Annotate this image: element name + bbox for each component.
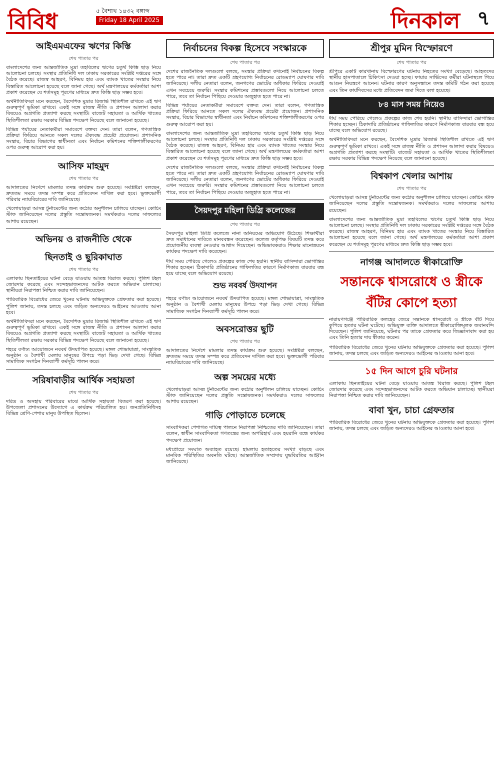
article-text: অর্থনীতিবিদরা মনে করছেন, বৈদেশিক মুদ্রার রিজার্ভ স্থিতিশীল রাখতে এই ঋণ গুরুত্বপূর্ণ ভূমিকা রাখবে। একই সঙ্গে রাজস্ব নীতি ও প্রশাসন আলাদা করার বিষয়েও অগ্রগতি প্রত্যাশা করছে সংস্থাটি। বাজেট সহায়তা ও আর্থিক খাতের স্থিতিশীলতা রক্ষায় সরকার বিভিন্ন পদক্ষেপ নিয়েছে বলে জানানো হয়েছে। xyxy=(6,319,161,344)
continued-label: শেষ পাতার পর xyxy=(68,175,99,182)
continued-label: শেষ পাতার পর xyxy=(230,60,260,66)
article-text: অর্থনীতিবিদরা মনে করছেন, বৈদেশিক মুদ্রার রিজার্ভ স্থিতিশীল রাখতে এই ঋণ গুরুত্বপূর্ণ ভূমিকা রাখবে। একই সঙ্গে রাজস্ব নীতি ও প্রশাসন আলাদা করার বিষয়েও অগ্রগতি প্রত্যাশা করছে সংস্থাটি। বাজেট সহায়তা ও আর্থিক খাতের স্থিতিশীলতা রক্ষায় সরকার বিভিন্ন পদক্ষেপ নিয়েছে বলে জানানো হয়েছে। xyxy=(6,99,161,124)
continued-label: শেষ পাতার পর xyxy=(68,266,99,273)
article-text: শহরে বর্ণাঢ্য আয়োজনে নববর্ষ উদযাপিত হয়েছে। মঙ্গল শোভাযাত্রা, সাংস্কৃতিক অনুষ্ঠান ও বৈশাখী মেলায় মানুষের উপচে পড়া ভিড় দেখা গেছে। বিভিন্ন সামাজিক সংগঠন দিনব্যাপী কর্মসূচি পালন করে। xyxy=(6,346,161,366)
headline: ১৫ দিন আগে চুরি ঘটনার xyxy=(365,367,458,378)
headline: নির্বাচনের বিকল্প হিসেবে সংস্কারকে xyxy=(166,39,324,58)
article-text: খেলোয়াড়রা আসন্ন টুর্নামেন্টের জন্য কঠোর অনুশীলন চালিয়ে যাচ্ছেন। কোচিং স্টাফ জানিয়েছেন দলের প্রস্তুতি সন্তোষজনক। সমর্থকরাও দলের সাফল্যের আশায় রয়েছেন। xyxy=(166,386,324,405)
headline: অল্প সময়ের মধ্যে xyxy=(214,372,276,383)
paper-logo: দিনকাল xyxy=(390,8,460,34)
article-text: এলাকায় ছিনতাইয়ের ঘটনা বেড়ে যাওয়ায় আতঙ্ক বিরাজ করছে। পুলিশ টহল জোরদার করেছে এবং সন্দেহভাজনদের আটক করতে অভিযান চালাচ্ছে। স্থানীয়রা নিরাপত্তা নিশ্চিত করার দাবি জানিয়েছেন। xyxy=(329,381,494,400)
article-text: নারায়ণগঞ্জে পারিবারিক কলহের জেরে সন্তানকে শ্বাসরোধে ও স্ত্রীকে বঁটি দিয়ে কুপিয়ে হত্যার ঘটনা ঘটেছে। অভিযুক্ত ব্যক্তি আদালতে স্বীকারোক্তিমূলক জবানবন্দি দিয়েছেন। পুলিশ জানিয়েছে, ঘটনার পর তাকে গ্রেফতার করে জিজ্ঞাসাবাদ করা হয় এবং তিনি হত্যার দায় স্বীকার করেন। xyxy=(329,316,494,342)
article-text: শহরে বর্ণাঢ্য আয়োজনে নববর্ষ উদযাপিত হয়েছে। মঙ্গল শোভাযাত্রা, সাংস্কৃতিক অনুষ্ঠান ও বৈশাখী মেলায় মানুষের উপচে পড়া ভিড় দেখা গেছে। বিভিন্ন সামাজিক সংগঠন দিনব্যাপী কর্মসূচি পালন করে। xyxy=(166,296,324,315)
continued-label: শেষ পাতার পর xyxy=(68,56,99,62)
headline-kicker: নাগঞ্জ আদালতে স্বীকারোক্তি xyxy=(360,257,463,268)
article-text: দরিদ্র ও অসহায় পরিবারের মাঝে আর্থিক সহায়তা বিতরণ করা হয়েছে। উপজেলা প্রশাসনের উদ্যোগে এ কার্যক্রম পরিচালিত হয়। জনপ্রতিনিধিসহ বিভিন্ন শ্রেণি-পেশার মানুষ উপস্থিত ছিলেন। xyxy=(6,398,161,417)
headline: আইএমএফের ঋণের কিস্তি xyxy=(36,42,131,52)
column-middle xyxy=(166,36,324,771)
divider xyxy=(166,318,324,319)
continued-label: শেষ পাতার পর xyxy=(230,221,260,228)
article-text: বিভিন্ন পর্যায়ের নেতাকর্মীরা সমাবেশে বক্তব্য দেন। তারা বলেন, গণতান্ত্রিক প্রক্রিয়া ফিরিয়ে আনতে সকল দলের ঐক্যবদ্ধ প্রচেষ্টা প্রয়োজন। প্রশাসনিক সংস্কার, বিচার বিভাগের স্বাধীনতা এবং নির্বাচন কমিশনের শক্তিশালীকরণের ওপর গুরুত্ব আরোপ করা হয়। xyxy=(166,103,324,128)
headline: ছিনতাই ও ছুরিকাঘাত xyxy=(44,252,123,263)
date-block xyxy=(96,7,163,25)
article-text: অর্থনীতিবিদরা মনে করছেন, বৈদেশিক মুদ্রার রিজার্ভ স্থিতিশীল রাখতে এই ঋণ গুরুত্বপূর্ণ ভূমিকা রাখবে। একই সঙ্গে রাজস্ব নীতি ও প্রশাসন আলাদা করার বিষয়েও অগ্রগতি প্রত্যাশা করছে সংস্থাটি। বাজেট সহায়তা ও আর্থিক খাতের স্থিতিশীলতা রক্ষায় সরকার বিভিন্ন পদক্ষেপ নিয়েছে বলে জানানো হয়েছে। xyxy=(329,137,494,163)
headline: বাবা খুন, চাচা গ্রেফতার xyxy=(368,405,455,416)
lead-headline: সন্তানকে শ্বাসরোধে ও স্ত্রীকে বঁটির কোপে হত্যা xyxy=(340,274,483,311)
divider xyxy=(329,360,494,361)
article-text: দেশের রাজনৈতিক দলগুলো বলছে, সংস্কার প্রক্রিয়া কখনোই নির্বাচনের বিকল্প হতে পারে না। তারা দ্রুত একটি গ্রহণযোগ্য নির্বাচনের রোডম্যাপ ঘোষণার দাবি জানিয়েছে। দলীয় নেতারা বলেন, জনগণের ভোটের অধিকার ফিরিয়ে দেওয়াই এখন সবচেয়ে জরুরি। সংস্কার কমিশনের প্রস্তাবগুলো নিয়ে আলোচনা চলতে পারে, তবে তা নির্বাচন পিছিয়ে দেওয়ার অজুহাত হতে পারে না। xyxy=(166,69,324,100)
headline: ৮৪ মাস সময় নিয়েও xyxy=(329,97,494,114)
headline: অবসরোত্তর ছুটি xyxy=(216,324,274,335)
article-text: মধ্যপ্রাচ্যে সংঘাত অব্যাহত রয়েছে। হামলায় হতাহতের সংখ্যা বাড়ছে এবং মানবিক পরিস্থিতির অবনতি ঘটছে। আন্তর্জাতিক সম্প্রদায় যুদ্ধবিরতির আহ্বান জানিয়েছে। xyxy=(166,446,324,466)
column-left xyxy=(6,36,161,771)
headline: গাড়ি পোড়াতে চলেছে xyxy=(205,411,285,422)
headline: সৈয়দপুর মহিলা ডিগ্রি কলেজের xyxy=(166,203,324,220)
page-number: ৭ xyxy=(476,6,490,30)
article-text: এলাকায় ছিনতাইয়ের ঘটনা বেড়ে যাওয়ায় আতঙ্ক বিরাজ করছে। পুলিশ টহল জোরদার করেছে এবং সন্দেহভাজনদের আটক করতে অভিযান চালাচ্ছে। স্থানীয়রা নিরাপত্তা নিশ্চিত করার দাবি জানিয়েছেন। xyxy=(6,275,161,295)
headline: অভিনয় ও রাজনীতি থেকে xyxy=(35,234,132,245)
divider xyxy=(329,251,494,252)
continued-label: শেষ পাতার পর xyxy=(396,186,427,193)
divider xyxy=(6,155,161,156)
divider xyxy=(6,228,161,229)
divider xyxy=(166,199,324,200)
columns xyxy=(6,36,494,771)
continued-label: শেষ পাতার পর xyxy=(68,389,99,396)
date-bangla: ৫ বৈশাখ ১৪৩২ বঙ্গাব্দ xyxy=(96,8,150,15)
article-text: বাংলাদেশের জন্য আন্তর্জাতিক মুদ্রা তহবিলের ঋণের চতুর্থ কিস্তি ছাড় নিয়ে আলোচনা চলছে। সংস্থার প্রতিনিধি দল ঢাকায় সরকারের সংশ্লিষ্ট দপ্তরের সঙ্গে বৈঠক করেছে। রাজস্ব আহরণ, বিনিময় হার এবং ব্যাংক খাতের সংস্কার নিয়ে বিস্তারিত আলোচনা হয়েছে বলে জানা গেছে। অর্থ মন্ত্রণালয়ের কর্মকর্তারা আশা প্রকাশ করেছেন যে শর্তসমূহ পূরণের মাধ্যমে দ্রুত কিস্তি ছাড় সম্ভব হবে। xyxy=(6,65,161,96)
continued-label: শেষ পাতার পর xyxy=(230,338,260,345)
headline: সরিষাবাড়ীর আর্থিক সহায়তা xyxy=(32,375,135,386)
divider xyxy=(6,369,161,370)
article-text: দীর্ঘ সময় পেরিয়ে গেলেও প্রকল্পের কাজ শেষ হয়নি। স্থানীয় বাসিন্দারা ভোগান্তির শিকার হচ্ছেন। ঠিকাদারি প্রতিষ্ঠানের গাফিলতির কারণে নির্মাণকাজ বারবার বন্ধ হয়ে যাচ্ছে বলে অভিযোগ রয়েছে। xyxy=(329,115,494,135)
article-text: সাংবাদিকরা পেশাগত দায়িত্ব পালনে নিরাপত্তা নিশ্চিতের দাবি জানিয়েছেন। তারা বলেন, স্বাধীন সাংবাদিকতা গণতন্ত্রের জন্য অপরিহার্য এবং হয়রানি বন্ধে কার্যকর পদক্ষেপ প্রয়োজন। xyxy=(166,425,324,444)
headline: বিশ্বকাপ খেলার আশায় xyxy=(370,172,453,183)
article-text: দেশের রাজনৈতিক দলগুলো বলছে, সংস্কার প্রক্রিয়া কখনোই নির্বাচনের বিকল্প হতে পারে না। তারা দ্রুত একটি গ্রহণযোগ্য নির্বাচনের রোডম্যাপ ঘোষণার দাবি জানিয়েছে। দলীয় নেতারা বলেন, জনগণের ভোটের অধিকার ফিরিয়ে দেওয়াই এখন সবচেয়ে জরুরি। সংস্কার কমিশনের প্রস্তাবগুলো নিয়ে আলোচনা চলতে পারে, তবে তা নির্বাচন পিছিয়ে দেওয়ার অজুহাত হতে পারে না। xyxy=(166,164,324,196)
article-text: পারিবারিক বিরোধের জেরে খুনের ঘটনায় অভিযুক্তকে গ্রেফতার করা হয়েছে। পুলিশ জানায়, তদন্ত চলছে এবং জড়িত অন্যদেরও আইনের আওতায় আনা হবে। xyxy=(6,297,161,316)
article-text: সৈয়দপুর মহিলা ডিগ্রি কলেজে নানা অনিয়মের অভিযোগ উঠেছে। শিক্ষার্থীরা দ্রুত সমাধানের দাবিতে মানববন্ধন করেছেন। কলেজ কর্তৃপক্ষ বিষয়টি তদন্ত করে প্রয়োজনীয় ব্যবস্থা নেওয়ার আশ্বাস দিয়েছেন। অভিভাবকরাও শিক্ষার মানোন্নয়নে কার্যকর পদক্ষেপ দাবি করেছেন। xyxy=(166,230,324,256)
article-text: বাংলাদেশের জন্য আন্তর্জাতিক মুদ্রা তহবিলের ঋণের চতুর্থ কিস্তি ছাড় নিয়ে আলোচনা চলছে। সংস্থার প্রতিনিধি দল ঢাকায় সরকারের সংশ্লিষ্ট দপ্তরের সঙ্গে বৈঠক করেছে। রাজস্ব আহরণ, বিনিময় হার এবং ব্যাংক খাতের সংস্কার নিয়ে বিস্তারিত আলোচনা হয়েছে বলে জানা গেছে। অর্থ মন্ত্রণালয়ের কর্মকর্তারা আশা প্রকাশ করেছেন যে শর্তসমূহ পূরণের মাধ্যমে দ্রুত কিস্তি ছাড় সম্ভব হবে। xyxy=(329,216,494,248)
article-text: পারিবারিক বিরোধের জেরে খুনের ঘটনায় অভিযুক্তকে গ্রেফতার করা হয়েছে। পুলিশ জানায়, তদন্ত চলছে এবং জড়িত অন্যদেরও আইনের আওতায় আনা হবে। xyxy=(329,419,494,432)
article-text: শ্রীপুরে একটি কারখানায় বিস্ফোরণের ঘটনায় নিহতের সংখ্যা বেড়েছে। আহতদের স্থানীয় হাসপাতালে চিকিৎসা দেওয়া হচ্ছে। ফায়ার সার্ভিসের কর্মীরা ঘটনাস্থলে গিয়ে আগুন নিয়ন্ত্রণে আনেন। ঘটনার কারণ অনুসন্ধানে তদন্ত কমিটি গঠন করা হয়েছে এবং তিন কার্যদিবসের মধ্যে প্রতিবেদন জমা দিতে বলা হয়েছে। xyxy=(329,69,494,94)
date-english: Friday 18 April 2025 xyxy=(96,16,163,25)
article-text: খেলোয়াড়রা আসন্ন টুর্নামেন্টের জন্য কঠোর অনুশীলন চালিয়ে যাচ্ছেন। কোচিং স্টাফ জানিয়েছেন দলের প্রস্তুতি সন্তোষজনক। সমর্থকরাও দলের সাফল্যের আশায় রয়েছেন। xyxy=(6,206,161,225)
article-text: খেলোয়াড়রা আসন্ন টুর্নামেন্টের জন্য কঠোর অনুশীলন চালিয়ে যাচ্ছেন। কোচিং স্টাফ জানিয়েছেন দলের প্রস্তুতি সন্তোষজনক। সমর্থকরাও দলের সাফল্যের আশায় রয়েছেন। xyxy=(329,195,494,214)
article-text: আদালতের নির্দেশে মামলার তদন্ত কার্যক্রম শুরু হয়েছে। সংশ্লিষ্টরা বলছেন, দ্রুততম সময়ে তদন্ত সম্পন্ন করে প্রতিবেদন দাখিল করা হবে। ভুক্তভোগী পরিবার ন্যায়বিচারের দাবি জানিয়েছে। xyxy=(6,184,161,204)
headline: শুভ নববর্ষ উদযাপন xyxy=(212,280,278,291)
divider xyxy=(329,165,494,166)
continued-label: শেষ পাতার পর xyxy=(396,60,427,66)
masthead xyxy=(6,4,494,34)
article-text: দীর্ঘ সময় পেরিয়ে গেলেও প্রকল্পের কাজ শেষ হয়নি। স্থানীয় বাসিন্দারা ভোগান্তির শিকার হচ্ছেন। ঠিকাদারি প্রতিষ্ঠানের গাফিলতির কারণে নির্মাণকাজ বারবার বন্ধ হয়ে যাচ্ছে বলে অভিযোগ রয়েছে। xyxy=(166,258,324,278)
article-text: আদালতের নির্দেশে মামলার তদন্ত কার্যক্রম শুরু হয়েছে। সংশ্লিষ্টরা বলছেন, দ্রুততম সময়ে তদন্ত সম্পন্ন করে প্রতিবেদন দাখিল করা হবে। ভুক্তভোগী পরিবার ন্যায়বিচারের দাবি জানিয়েছে। xyxy=(166,347,324,367)
column-right xyxy=(329,36,494,771)
article-text: বাংলাদেশের জন্য আন্তর্জাতিক মুদ্রা তহবিলের ঋণের চতুর্থ কিস্তি ছাড় নিয়ে আলোচনা চলছে। সংস্থার প্রতিনিধি দল ঢাকায় সরকারের সংশ্লিষ্ট দপ্তরের সঙ্গে বৈঠক করেছে। রাজস্ব আহরণ, বিনিময় হার এবং ব্যাংক খাতের সংস্কার নিয়ে বিস্তারিত আলোচনা হয়েছে বলে জানা গেছে। অর্থ মন্ত্রণালয়ের কর্মকর্তারা আশা প্রকাশ করেছেন যে শর্তসমূহ পূরণের মাধ্যমে দ্রুত কিস্তি ছাড় সম্ভব হবে। xyxy=(166,130,324,162)
section-title: বিবিধ xyxy=(8,9,58,35)
article-text: পারিবারিক বিরোধের জেরে খুনের ঘটনায় অভিযুক্তকে গ্রেফতার করা হয়েছে। পুলিশ জানায়, তদন্ত চলছে এবং জড়িত অন্যদেরও আইনের আওতায় আনা হবে। xyxy=(329,344,494,357)
headline: শ্রীপুর মুমিন বিস্ফোরণে xyxy=(329,39,494,58)
article-text: বিভিন্ন পর্যায়ের নেতাকর্মীরা সমাবেশে বক্তব্য দেন। তারা বলেন, গণতান্ত্রিক প্রক্রিয়া ফিরিয়ে আনতে সকল দলের ঐক্যবদ্ধ প্রচেষ্টা প্রয়োজন। প্রশাসনিক সংস্কার, বিচার বিভাগের স্বাধীনতা এবং নির্বাচন কমিশনের শক্তিশালীকরণের ওপর গুরুত্ব আরোপ করা হয়। xyxy=(6,126,161,152)
headline: আসিফ মাহমুদ xyxy=(58,161,109,172)
